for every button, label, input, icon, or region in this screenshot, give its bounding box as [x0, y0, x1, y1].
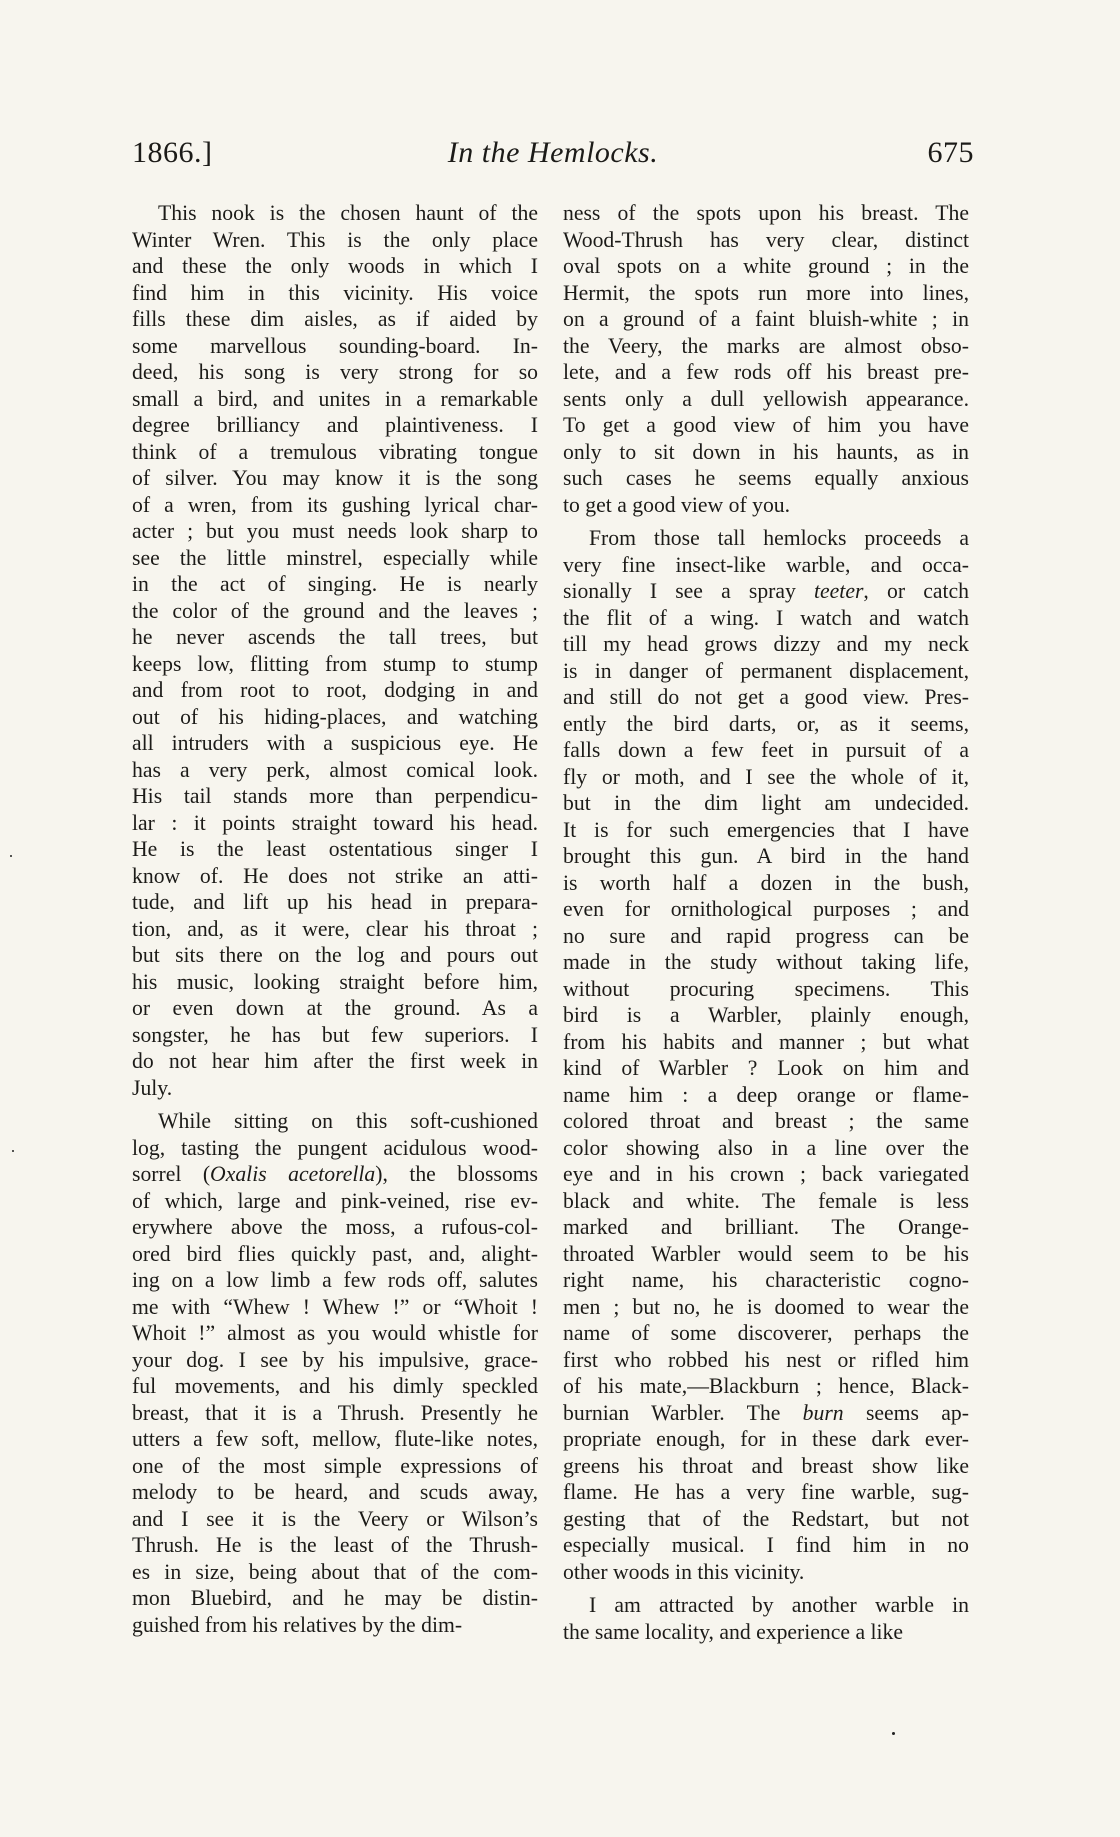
text-line: think of a tremulous vibrating tongue [132, 439, 538, 464]
text-line: some marvellous sounding-board. In- [132, 333, 538, 358]
paragraph [132, 200, 538, 1101]
text-line: he never ascends the tall trees, but [132, 625, 538, 649]
page-number: 675 [927, 136, 974, 169]
text-line: till my head grows dizzy and my neck [563, 632, 969, 656]
text-line: sorrel (Oxalis acetorella), the blossoms [132, 1162, 538, 1186]
text-line: to get a good view of you. [563, 492, 791, 517]
text-line: From those tall hemlocks proceeds a [589, 526, 969, 550]
text-line: gesting that of the Redstart, but not [563, 1506, 969, 1531]
text-line: I am attracted by another warble in [589, 1593, 969, 1617]
text-line: flame. He has a very fine warble, sug- [563, 1480, 969, 1504]
text-line: me with “Whew ! Whew !” or “Whoit ! [132, 1294, 538, 1319]
header-date: 1866.] [132, 136, 213, 169]
text-line: color showing also in a line over the [563, 1135, 969, 1160]
text-line: ored bird flies quickly past, and, alight- [132, 1241, 538, 1266]
text-line: fills these dim aisles, as if aided by [132, 307, 538, 331]
text-line: all intruders with a suspicious eye. He [132, 731, 538, 755]
text-line: To get a good view of him you have [563, 413, 969, 437]
text-line: ness of the spots upon his breast. The [563, 201, 969, 225]
text-line: but sits there on the log and pours out [132, 943, 538, 967]
text-line: see the little minstrel, especially while [132, 545, 538, 570]
paragraph [563, 200, 969, 518]
text-line: breast, that it is a Thrush. Presently he [132, 1400, 538, 1425]
text-line: sents only a dull yellowish appearance. [563, 386, 969, 411]
paper-speck [12, 1150, 14, 1152]
text-line: do not hear him after the first week in [132, 1049, 538, 1073]
text-line: Winter Wren. This is the only place [132, 227, 538, 252]
text-line: the color of the ground and the leaves ; [132, 598, 538, 623]
text-line: marked and brilliant. The Orange- [563, 1215, 969, 1239]
text-line: out of his hiding-places, and watching [132, 704, 538, 729]
text-line: only to sit down in his haunts, as in [563, 439, 969, 464]
text-line: of silver. You may know it is the song [132, 466, 538, 490]
text-line: without procuring specimens. This [563, 976, 969, 1001]
text-line: deed, his song is very strong for so [132, 360, 538, 384]
paper-speck [10, 855, 12, 857]
text-line: log, tasting the pungent acidulous wood- [132, 1135, 538, 1160]
text-line: no sure and rapid progress can be [563, 923, 969, 948]
text-line: songster, he has but few superiors. I [132, 1022, 538, 1047]
text-line: eye and in his crown ; back variegated [563, 1162, 969, 1186]
text-line: falls down a few feet in pursuit of a [563, 738, 969, 762]
text-line: men ; but no, he is doomed to wear the [563, 1294, 969, 1319]
text-line: and still do not get a good view. Pres- [563, 685, 969, 709]
header-title: In the Hemlocks. [447, 136, 659, 169]
text-line: utters a few soft, mellow, flute-like notes, [132, 1427, 538, 1451]
text-line: This nook is the chosen haunt of the [158, 201, 538, 225]
text-line: name of some discoverer, perhaps the [563, 1321, 969, 1345]
text-line: on a ground of a faint bluish-white ; in [563, 307, 969, 331]
text-line: keeps low, flitting from stump to stump [132, 651, 538, 676]
text-line: first who robbed his nest or rifled him [563, 1347, 969, 1372]
text-line: even for ornithological purposes ; and [563, 897, 969, 921]
paragraph-gap [563, 1585, 969, 1592]
text-line: his music, looking straight before him, [132, 969, 538, 994]
text-line: Thrush. He is the least of the Thrush- [132, 1533, 538, 1557]
text-line: of his mate,—Blackburn ; hence, Black- [563, 1374, 969, 1398]
text-line: propriate enough, for in these dark ever- [563, 1427, 969, 1451]
text-line: July. [132, 1075, 173, 1100]
text-line: your dog. I see by his impulsive, grace- [132, 1347, 538, 1372]
paragraph-gap [563, 518, 969, 525]
text-line: find him in this vicinity. His voice [132, 280, 538, 305]
text-line: Whoit !” almost as you would whistle for [132, 1321, 538, 1345]
text-line: He is the least ostentatious singer I [132, 837, 538, 861]
text-line: the same locality, and experience a like [563, 1619, 904, 1644]
text-line: lar : it points straight toward his head. [132, 810, 538, 835]
text-line: such cases he seems equally anxious [563, 466, 969, 490]
text-line: bird is a Warbler, plainly enough, [563, 1003, 969, 1027]
text-line: burnian Warbler. The burn seems ap- [563, 1400, 969, 1425]
text-line: black and white. The female is less [563, 1188, 969, 1213]
text-line: or even down at the ground. As a [132, 996, 538, 1020]
paragraph [563, 1592, 969, 1645]
text-line: oval spots on a white ground ; in the [563, 254, 969, 278]
text-line: ing on a low limb a few rods off, salutes [132, 1268, 538, 1292]
paragraph-gap [132, 1101, 538, 1108]
text-line: right name, his characteristic cogno- [563, 1268, 969, 1292]
text-line: melody to be heard, and scuds away, [132, 1480, 538, 1504]
left-column [132, 200, 538, 1638]
text-line: name him : a deep orange or flame- [563, 1082, 969, 1107]
text-line: fly or moth, and I see the whole of it, [563, 764, 969, 789]
text-line: made in the study without taking life, [563, 950, 969, 974]
paper-speck [892, 1732, 895, 1735]
text-line: is in danger of permanent displacement, [563, 658, 969, 683]
text-line: ful movements, and his dimly speckled [132, 1374, 538, 1398]
text-line: lete, and a few rods off his breast pre- [563, 360, 969, 384]
paragraph [563, 525, 969, 1585]
text-line: know of. He does not strike an atti- [132, 863, 538, 888]
text-line: is worth half a dozen in the bush, [563, 870, 969, 895]
text-line: erywhere above the moss, a rufous-col- [132, 1215, 538, 1239]
text-line: from his habits and manner ; but what [563, 1029, 969, 1054]
text-line: acter ; but you must needs look sharp to [132, 519, 538, 543]
text-line: ently the bird darts, or, as it seems, [563, 711, 969, 736]
text-line: and I see it is the Veery or Wilson’s [132, 1506, 538, 1531]
text-line: sionally I see a spray teeter, or catch [563, 579, 969, 603]
text-line: mon Bluebird, and he may be distin- [132, 1586, 538, 1610]
text-line: and these the only woods in which I [132, 254, 538, 278]
running-header [132, 136, 974, 176]
text-line: in the act of singing. He is nearly [132, 572, 538, 596]
right-column [563, 200, 969, 1645]
text-line: the flit of a wing. I watch and watch [563, 605, 969, 630]
text-line: colored throat and breast ; the same [563, 1109, 969, 1133]
text-line: has a very perk, almost comical look. [132, 757, 538, 782]
text-line: tion, and, as it were, clear his throat ; [132, 916, 538, 941]
text-line: the Veery, the marks are almost obso- [563, 333, 969, 358]
text-line: and from root to root, dodging in and [132, 678, 538, 702]
text-line: Wood-Thrush has very clear, distinct [563, 227, 969, 252]
text-line: very fine insect-like warble, and occa- [563, 552, 969, 577]
paragraph [132, 1108, 538, 1638]
text-line: other woods in this vicinity. [563, 1559, 805, 1584]
text-line: His tail stands more than perpendicu- [132, 784, 538, 808]
text-line: of which, large and pink-veined, rise ev- [132, 1188, 538, 1213]
text-line: greens his throat and breast show like [563, 1453, 969, 1478]
text-line: tude, and lift up his head in prepara- [132, 890, 538, 914]
text-line: Hermit, the spots run more into lines, [563, 280, 969, 305]
text-line: es in size, being about that of the com- [132, 1559, 538, 1584]
text-line: throated Warbler would seem to be his [563, 1241, 969, 1266]
text-line: kind of Warbler ? Look on him and [563, 1056, 969, 1080]
text-line: brought this gun. A bird in the hand [563, 844, 969, 868]
text-line: degree brilliancy and plaintiveness. I [132, 413, 538, 437]
text-line: especially musical. I find him in no [563, 1533, 969, 1557]
text-line: small a bird, and unites in a remarkable [132, 386, 538, 411]
text-line: While sitting on this soft-cushioned [158, 1109, 538, 1133]
text-line: guished from his relatives by the dim- [132, 1612, 463, 1637]
text-line: one of the most simple expressions of [132, 1453, 538, 1478]
text-line: of a wren, from its gushing lyrical char- [132, 492, 538, 517]
text-line: but in the dim light am undecided. [563, 791, 969, 815]
text-line: It is for such emergencies that I have [563, 817, 969, 842]
